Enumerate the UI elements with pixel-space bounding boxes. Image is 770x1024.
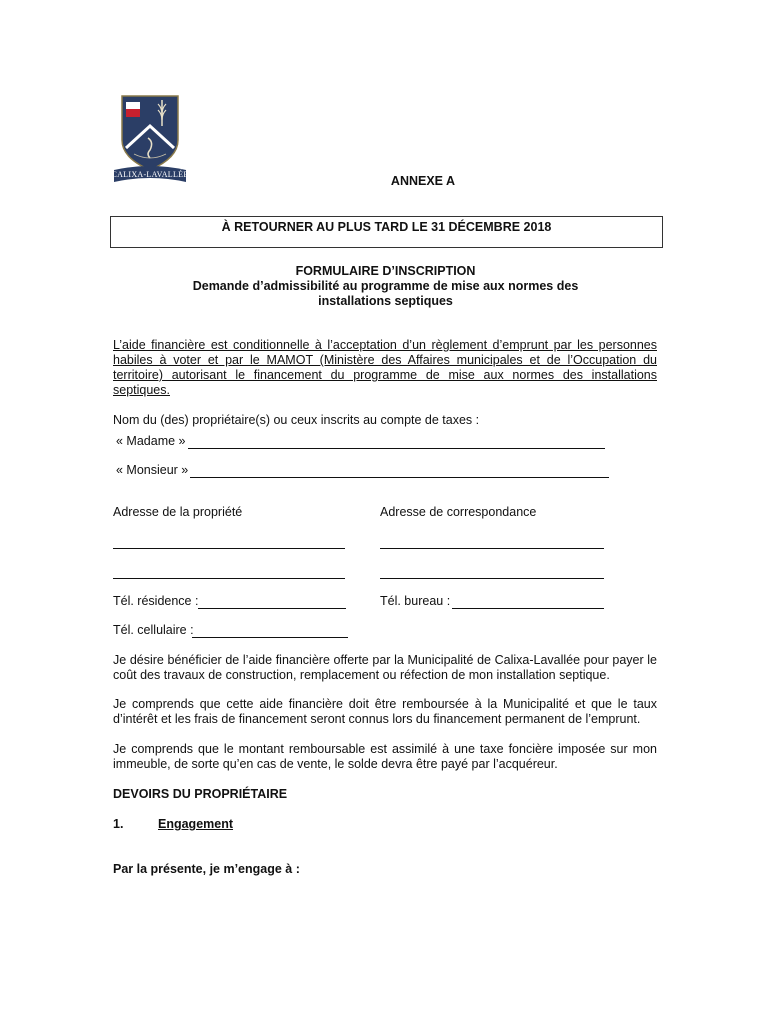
form-subtitle-line1: Demande d’admissibilité au programme de mise aux normes des [192,279,579,293]
municipal-crest-logo [112,92,188,186]
monsieur-field[interactable] [190,476,609,478]
annex-title: ANNEXE A [390,174,456,188]
pledge-statement: Par la présente, je m’engage à : [113,862,300,876]
property-address-label: Adresse de la propriété [113,505,243,519]
residence-phone-field[interactable] [198,607,346,609]
office-phone-field[interactable] [452,607,604,609]
correspondence-address-field-2[interactable] [380,577,604,579]
cell-phone-field[interactable] [192,636,348,638]
duty-item-number: 1. [113,817,124,831]
paragraph-tax: Je comprends que le montant remboursable est assimilé à une taxe foncière imposée sur mon immeuble, de sorte qu’en cas de vente, le solde devra être payé par l’acquéreur. [113,742,657,771]
residence-phone-label: Tél. résidence : [113,594,199,608]
property-address-field-2[interactable] [113,577,345,579]
paragraph-reimbursement: Je comprends que cette aide financière doit être remboursée à la Municipalité et que le taux d’intérêt et les frais de financement seront connus lors du financement permanent de l’emprunt. [113,697,657,726]
correspondence-address-field-1[interactable] [380,547,604,549]
logo-name: CALIXA-LAVALLÉE [112,170,188,179]
monsieur-label: « Monsieur » [116,463,189,477]
duties-heading: DEVOIRS DU PROPRIÉTAIRE [113,787,288,801]
cell-phone-label: Tél. cellulaire : [113,623,194,637]
form-title: FORMULAIRE D’INSCRIPTION [295,264,476,278]
property-address-field-1[interactable] [113,547,345,549]
madame-field[interactable] [188,447,605,449]
intro-paragraph: L’aide financière est conditionnelle à l’acceptation d’un règlement d’emprunt par les personnes habiles à voter et par le MAMOT (Ministère des Affaires municipales et de l’Occupation du territoire) autorisant le financement du programme de mise aux normes des installations septiques. [113,338,657,397]
deadline-box [110,216,663,248]
paragraph-benefit: Je désire bénéficier de l’aide financière offerte par la Municipalité de Calixa-Lavallée pour payer le coût des travaux de construction, remplacement ou réfection de mon installation septique. [113,653,657,682]
duty-item-title: Engagement [158,817,234,831]
owners-label: Nom du (des) propriétaire(s) ou ceux inscrits au compte de taxes : [113,413,480,427]
office-phone-label: Tél. bureau : [380,594,451,608]
form-subtitle-line2: installations septiques [318,294,453,308]
correspondence-address-label: Adresse de correspondance [380,505,537,519]
deadline-text: À RETOURNER AU PLUS TARD LE 31 DÉCEMBRE 2018 [221,220,552,234]
madame-label: « Madame » [116,434,186,448]
